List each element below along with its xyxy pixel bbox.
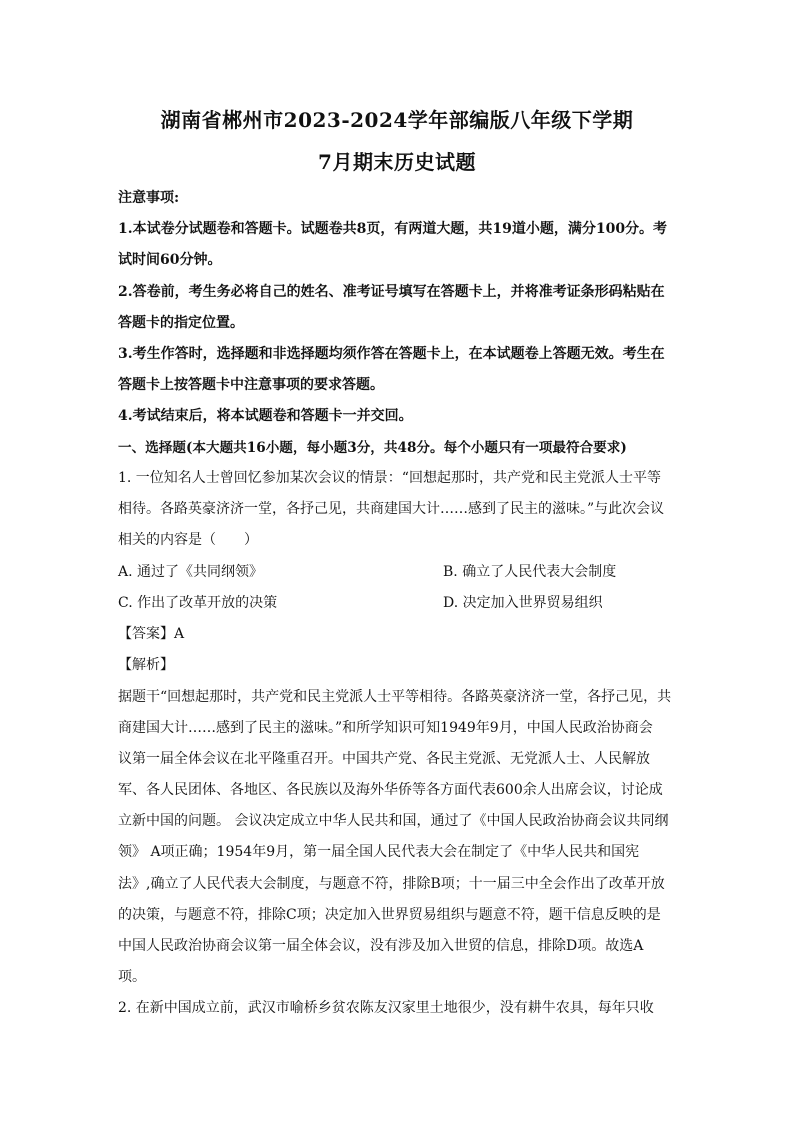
notice-line: 答题卡上按答题卡中注意事项的要求答题。 [118, 377, 384, 393]
question-stem: 2. 在新中国成立前，武汉市喻桥乡贫农陈友汉家里土地很少，没有耕牛农具，每年只收 [118, 1000, 654, 1016]
analysis-line: 议第一届全体会议在北平隆重召开。中国共产党、各民主党派、无党派人士、人民解放 [118, 751, 650, 767]
analysis-line: 领》 A项正确；1954年9月，第一届全国人民代表大会在制定了《中华人民共和国宪 [118, 844, 640, 860]
document-title: 湖南省郴州市2023-2024学年部编版八年级下学期 [160, 108, 634, 132]
document-subtitle: 7月期末历史试题 [318, 150, 476, 174]
section-heading: 一、选择题(本大题共16小题，每小题3分，共48分。每个小题只有一项最符合要求) [118, 440, 627, 456]
question-stem: 相待。各路英豪济济一堂，各抒己见，共商建国大计……感到了民主的滋味。”与此次会议 [118, 501, 665, 517]
notice-line: 3.考生作答时，选择题和非选择题均须作答在答题卡上，在本试题卷上答题无效。考生在 [118, 346, 665, 362]
analysis-line: 的决策，与题意不符，排除C项；决定加入世界贸易组织与题意不符，题干信息反映的是 [118, 907, 661, 923]
option-a: A. 通过了《共同纲领》 [118, 564, 264, 580]
analysis-label: 【解析】 [118, 657, 174, 673]
analysis-line: 立新中国的问题。 会议决定成立中华人民共和国，通过了《中国人民政治协商会议共同纲 [118, 813, 669, 829]
analysis-line: 军、各人民团体、各地区、各民族以及海外华侨等各方面代表600余人出席会议，讨论成 [118, 782, 663, 798]
notice-line: 试时间60分钟。 [118, 252, 222, 268]
option-b: B. 确立了人民代表大会制度 [443, 564, 617, 580]
notice-line: 答题卡的指定位置。 [118, 315, 244, 331]
analysis-line: 中国人民政治协商会议第一届全体会议，没有涉及加入世贸的信息，排除D项。故选A [118, 938, 644, 954]
option-c: C. 作出了改革开放的决策 [118, 595, 278, 611]
answer-line: 【答案】A [118, 626, 185, 642]
analysis-line: 法》,确立了人民代表大会制度，与题意不符，排除B项；十一届三中全会作出了改革开放 [118, 876, 665, 892]
analysis-line: 商建国大计……感到了民主的滋味。”和所学知识可知1949年9月，中国人民政治协商会 [118, 720, 653, 736]
option-d: D. 决定加入世界贸易组织 [443, 595, 603, 611]
notice-line: 1.本试卷分试题卷和答题卡。试题卷共8页，有两道大题，共19道小题，满分100分。考 [118, 221, 668, 237]
notice-heading: 注意事项: [118, 190, 180, 206]
question-stem: 1. 一位知名人士曾回忆参加某次会议的情景：“回想起那时，共产党和民主党派人士平等 [118, 470, 661, 486]
question-stem: 相关的内容是（ ） [118, 532, 258, 548]
notice-line: 2.答卷前，考生务必将自己的姓名、准考证号填写在答题卡上，并将准考证条形码粘贴在 [118, 284, 665, 300]
analysis-line: 项。 [118, 969, 146, 985]
notice-line: 4.考试结束后，将本试题卷和答题卡一并交回。 [118, 408, 413, 424]
analysis-line: 据题干“回想起那时，共产党和民主党派人士平等相待。各路英豪济济一堂，各抒己见，共 [118, 689, 672, 705]
